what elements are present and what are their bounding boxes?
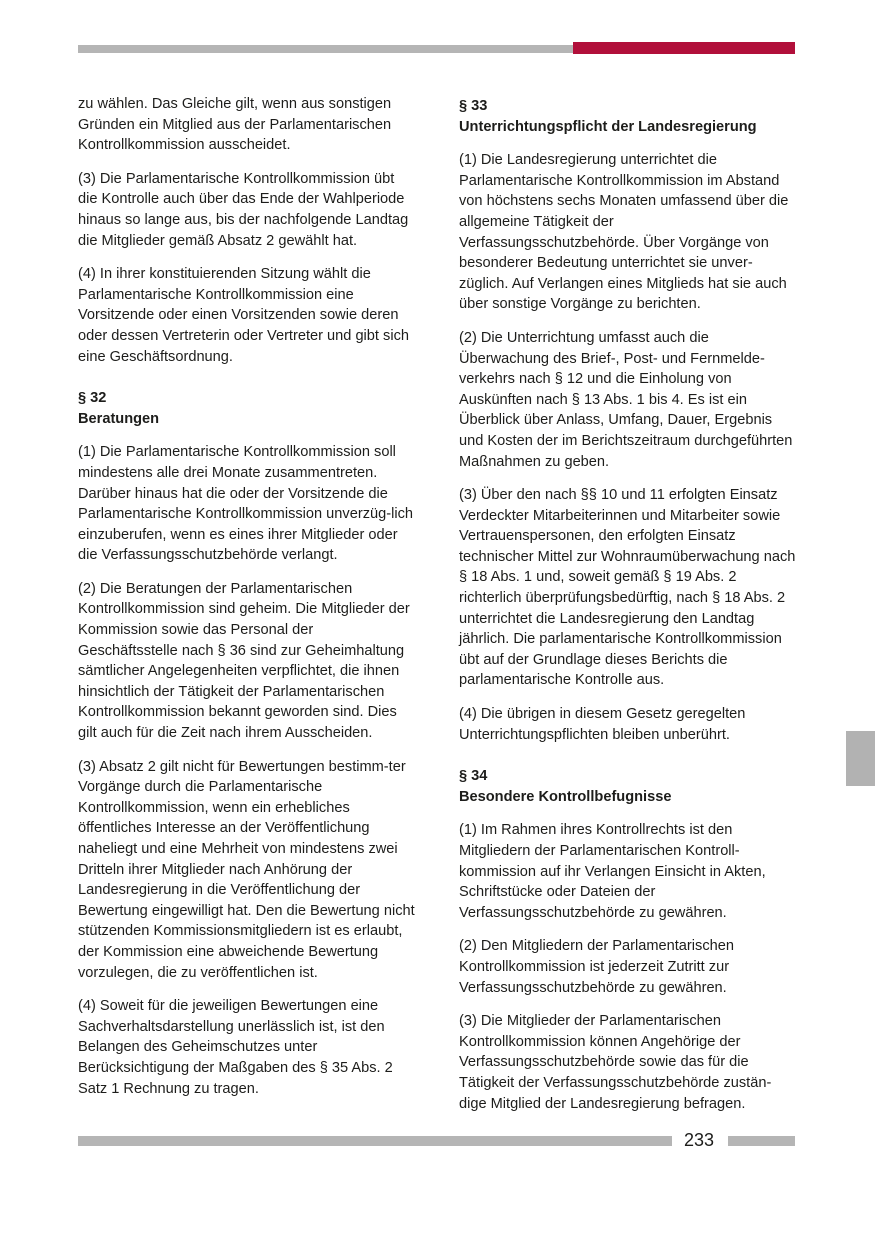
paragraph: (3) Über den nach §§ 10 und 11 erfolgten Einsatz Verdeckter Mitarbeiterinnen und Mitarbeiter sowie Vertrauenspersonen, den erfolgten Einsatz technischer Mittel zur Wohnraumüberwachung nach § 18 Abs. 1 und, soweit gemäß § 19 Abs. 2 richterlich überprüfungsbedürftig, nach § 18 Abs. 2 unterrichtet die Landesregierung den Landtag jährlich. Die parlamentarische Kontrollkommission übt auf der Grundlage dieses Berichts die parlamentarische Kontrolle aus. xyxy=(459,487,796,689)
section-number: § 33 xyxy=(459,98,488,114)
footer-bar-right xyxy=(728,1136,795,1146)
edge-tab xyxy=(846,731,875,786)
section-title: Unterrichtungspflicht der Landesregierung xyxy=(459,118,757,135)
section-number: § 32 xyxy=(78,390,107,407)
paragraph: (3) Absatz 2 gilt nicht für Bewertungen bestimm-ter Vorgänge durch die Parlamentarische Kontrollkommission, wenn ein erhebliches öffentliches Interesse an der Veröffentlichung naheliegt und eine Mehrheit von mindestens zwei Dritteln ihrer Mitglieder nach Anhörung der Landesregierung in die Veröffentlichung der Bewertung eingewilligt hat. Den die Bewertung nicht stützenden Kommissionsmitgliedern ist es erlaubt, der Kommission eine abweichende Bewertung vorzulegen, die zu veröffentlichen ist. xyxy=(78,758,415,981)
accent-bar xyxy=(573,42,795,54)
paragraph: (3) Die Parlamentarische Kontrollkommission übt die Kontrolle auch über das Ende der Wahlperiode hinaus so lange aus, bis der nachfolgende Landtag die Mitglieder gemäß Absatz 2 gewählt hat. xyxy=(78,170,409,249)
paragraph: (1) Im Rahmen ihres Kontrollrechts ist den Mitgliedern der Parlamentarischen Kontroll-kommission auf ihr Verlangen Einsicht in Akten, Schriftstücke oder Dateien der Verfassungsschutzbehörde zu gewähren. xyxy=(459,822,766,921)
paragraph: (3) Die Mitglieder der Parlamentarischen Kontrollkommission können Angehörige der Verfassungsschutzbehörde sowie das für die Tätigkeit der Verfassungsschutzbehörde zustän-dige Mitglied der Landesregierung befragen. xyxy=(459,1013,772,1112)
paragraph: (2) Den Mitgliedern der Parlamentarischen Kontrollkommission ist jederzeit Zutritt zur Verfassungsschutzbehörde zu gewähren. xyxy=(459,938,734,996)
footer-bar-left xyxy=(78,1136,672,1146)
paragraph: (4) Die übrigen in diesem Gesetz geregelten Unterrichtungspflichten bleiben unberührt. xyxy=(459,706,746,743)
paragraph: (2) Die Unterrichtung umfasst auch die Überwachung des Brief-, Post- und Fernmelde-verkehrs nach § 12 und die Einholung von Auskünften nach § 13 Abs. 1 bis 4. Es ist ein Überblick über Anlass, Umfang, Dauer, Ergebnis und Kosten der im Berichtszeitraum durchgeführten Maßnahmen zu geben. xyxy=(459,329,793,470)
section-title: Beratungen xyxy=(78,410,160,427)
section-title: Besondere Kontrollbefugnisse xyxy=(459,788,672,805)
section-heading xyxy=(459,766,796,807)
paragraph: (4) Soweit für die jeweiligen Bewertungen eine Sachverhaltsdarstellung unerlässlich ist, ist den Belangen des Geheimschutzes unter Berücksichtigung der Maßgaben des § 35 Abs. 2 Satz 1 Rechnung zu tragen. xyxy=(78,998,393,1097)
right-column xyxy=(459,94,796,1127)
section-number: § 34 xyxy=(459,768,488,785)
section-heading xyxy=(78,388,415,429)
left-column xyxy=(78,94,415,1127)
paragraph: zu wählen. Das Gleiche gilt, wenn aus sonstigen Gründen ein Mitglied aus der Parlamentarischen Kontrollkommission ausscheidet. xyxy=(78,96,392,154)
page-number: 233 xyxy=(683,1130,715,1150)
paragraph: (4) In ihrer konstituierenden Sitzung wählt die Parlamentarische Kontrollkommission eine Vorsitzende oder einen Vorsitzenden sowie deren oder dessen Vertreterin oder Vertreter und gibt sich eine Geschäftsordnung. xyxy=(78,266,409,365)
paragraph: (1) Die Landesregierung unterrichtet die Parlamentarische Kontrollkommission im Abstand von höchstens sechs Monaten umfassend über die allgemeine Tätigkeit der Verfassungsschutzbehörde. Über Vorgänge von besonderer Bedeutung unterrichtet sie unver-züglich. Auf Verlangen eines Mitglieds hat sie auch über sonstige Vorgänge zu berichten. xyxy=(459,152,789,313)
paragraph: (2) Die Beratungen der Parlamentarischen Kontrollkommission sind geheim. Die Mitglieder der Kommission sowie das Personal der Geschäftsstelle nach § 36 sind zur Geheimhaltung sämtlicher Angelegenheiten verpflichtet, die ihnen hinsichtlich der Tätigkeit der Parlamentarischen Kontrollkommission bekannt geworden sind. Dies gilt auch für die Zeit nach ihrem Ausscheiden. xyxy=(78,580,410,742)
paragraph: (1) Die Parlamentarische Kontrollkommission soll mindestens alle drei Monate zusammentreten. Darüber hinaus hat die oder der Vorsitzende die Parlamentarische Kontrollkommission unverzüg-lich einzuberufen, wenn es eines ihrer Mitglieder oder die Verfassungsschutzbehörde verlangt. xyxy=(78,444,413,564)
section-heading xyxy=(459,96,796,137)
text-columns xyxy=(78,94,796,1127)
